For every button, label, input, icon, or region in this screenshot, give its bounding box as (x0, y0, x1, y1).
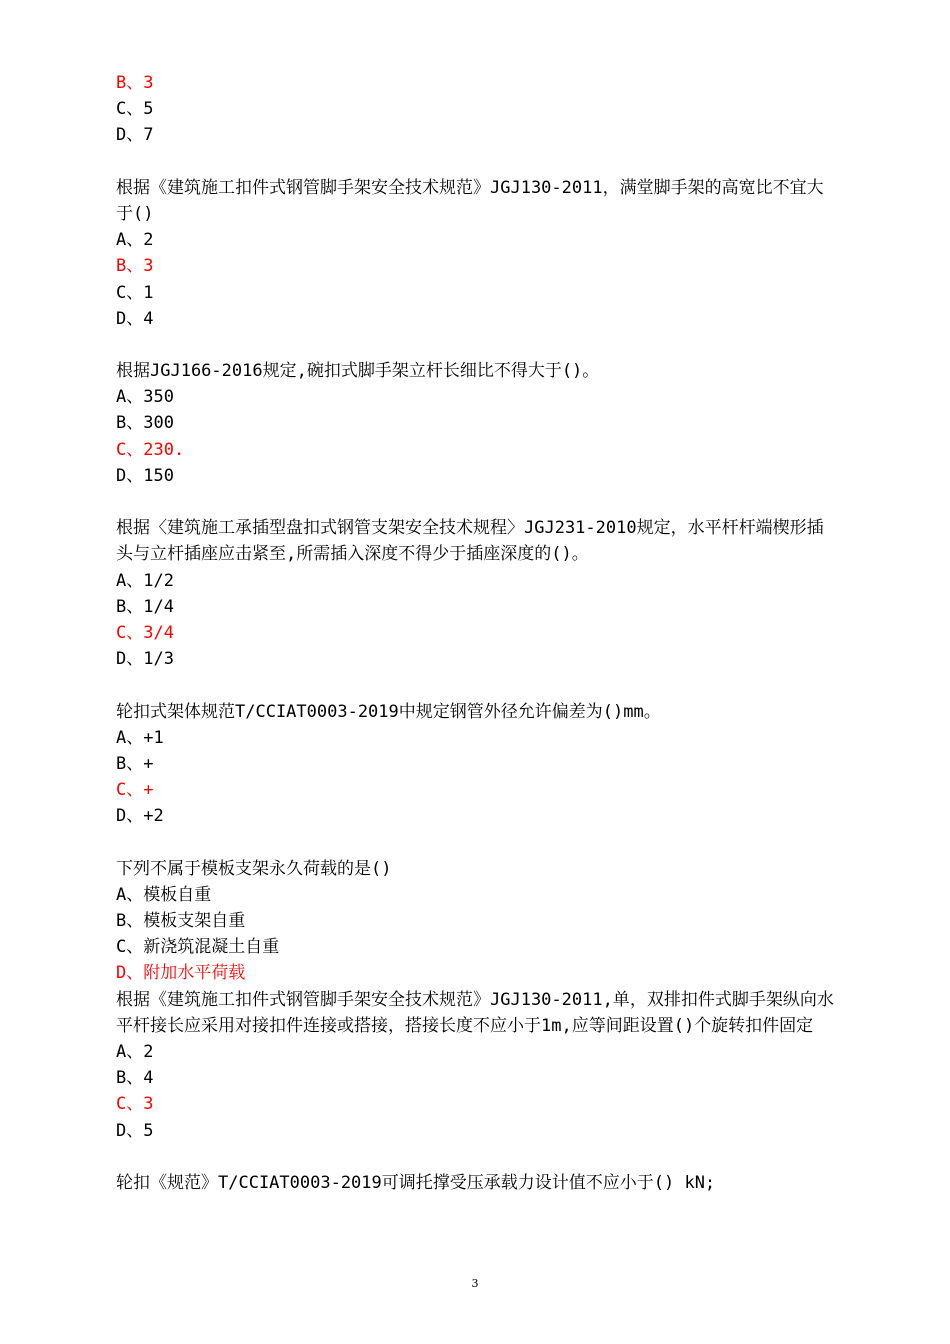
block-spacer (116, 149, 836, 175)
answer-option: C、新浇筑混凝土自重 (116, 937, 280, 958)
answer-option: D、1/3 (116, 649, 174, 670)
question-text: 下列不属于模板支架永久荷载的是() (116, 858, 392, 879)
answer-option: A、1/2 (116, 570, 174, 591)
answer-option: A、+1 (116, 727, 164, 748)
question-text: 根据《建筑施工扣件式钢管脚手架安全技术规范》JGJ130-2011，满堂脚手架的高宽比不宜大于() (116, 177, 824, 224)
answer-option: D、+2 (116, 806, 164, 827)
question-block (116, 699, 836, 830)
answer-option: B、+ (116, 753, 154, 774)
question-text: 轮扣式架体规范T/CCIAT0003-2019中规定钢管外径允许偏差为()mm。 (116, 701, 661, 722)
answer-option-correct: C、3 (116, 1094, 154, 1115)
question-text: 根据JGJ166-2016规定,碗扣式脚手架立杆长细比不得大于()。 (116, 361, 600, 382)
answer-option-correct: C、3/4 (116, 623, 174, 644)
question-block (116, 987, 836, 1144)
answer-option: C、1 (116, 282, 154, 303)
question-text: 根据《建筑施工扣件式钢管脚手架安全技术规范》JGJ130-2011,单，双排扣件式脚手架纵向水平杆接长应采用对接扣件连接或搭接，搭接长度不应小于1m,应等间距设置()个旋转扣件固定 (116, 989, 834, 1036)
answer-option: B、1/4 (116, 596, 174, 617)
question-block (116, 358, 836, 489)
question-block (116, 70, 836, 149)
block-spacer (116, 332, 836, 358)
answer-option-correct: B、3 (116, 256, 154, 277)
answer-option-correct: B、3 (116, 73, 154, 93)
page-number: 3 (471, 1277, 479, 1290)
question-block (116, 515, 836, 672)
answer-option: D、7 (116, 125, 154, 146)
answer-option-correct: D、附加水平荷载 (116, 963, 246, 984)
block-spacer (116, 830, 836, 856)
answer-option: A、2 (116, 1042, 154, 1063)
question-text: 轮扣《规范》T/CCIAT0003-2019可调托撑受压承载力设计值不应小于() kN; (116, 1173, 716, 1194)
answer-option-correct: C、230. (116, 439, 185, 460)
answer-option: A、350 (116, 387, 174, 408)
answer-option: B、模板支架自重 (116, 911, 246, 932)
question-text: 根据〈建筑施工承插型盘扣式钢管支架安全技术规程〉JGJ231-2010规定，水平杆杆端楔形插头与立杆插座应击紧至,所需插入深度不得少于插座深度的()。 (116, 518, 824, 565)
answer-option: A、模板自重 (116, 884, 212, 905)
answer-option: B、300 (116, 413, 174, 434)
question-list (116, 70, 836, 1196)
question-block (116, 1170, 836, 1196)
answer-option: B、4 (116, 1068, 154, 1089)
block-spacer (116, 672, 836, 698)
answer-option: C、5 (116, 99, 154, 120)
answer-option: D、4 (116, 308, 154, 329)
block-spacer (116, 489, 836, 515)
answer-option-correct: C、+ (116, 780, 154, 801)
question-block (116, 175, 836, 332)
question-block (116, 856, 836, 987)
block-spacer (116, 1144, 836, 1170)
answer-option: A、2 (116, 230, 154, 251)
answer-option: D、5 (116, 1120, 154, 1141)
answer-option: D、150 (116, 465, 174, 486)
